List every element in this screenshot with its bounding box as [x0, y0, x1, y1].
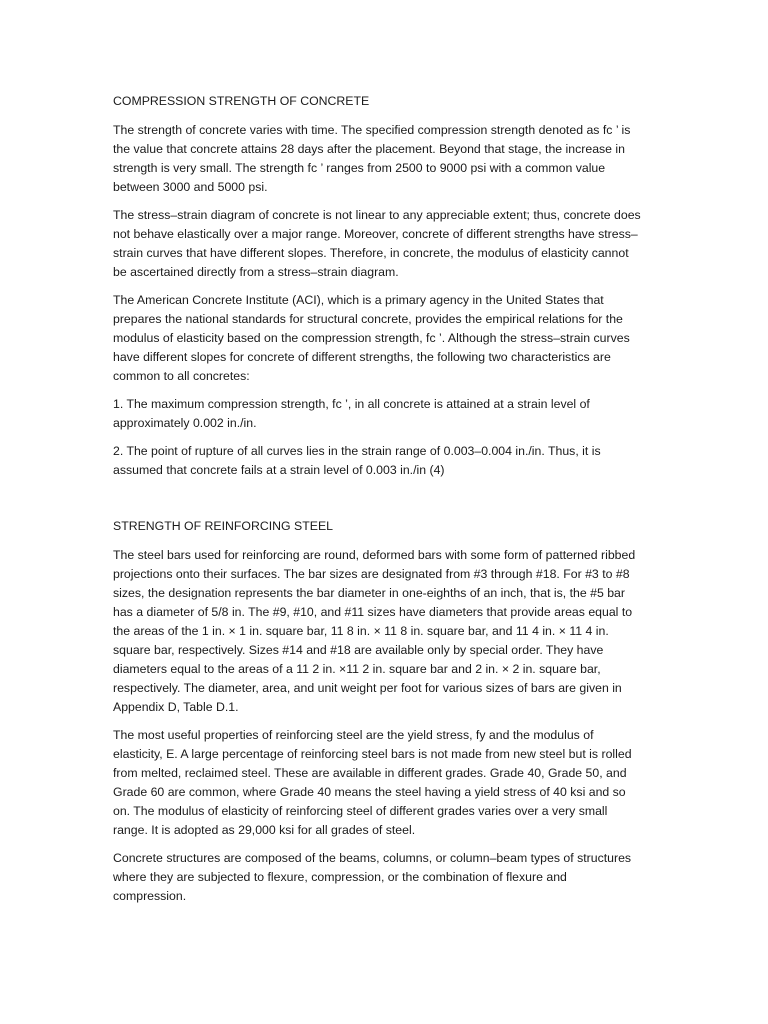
paragraph: Concrete structures are composed of the beams, columns, or column–beam types of structures where they are subjected to flexure, compression, or the combination of flexure and compression. — [113, 851, 632, 903]
paragraph: The stress–strain diagram of concrete is not linear to any appreciable extent; thus, concrete does not behave elastically over a major range. Moreover, concrete of different strengths have stress–strain curves that have different slopes. Therefore, in concrete, the modulus of elasticity cannot be ascertained directly from a stress–strain diagram. — [113, 208, 641, 279]
document-page — [113, 92, 643, 915]
paragraph: The strength of concrete varies with time. The specified compression strength denoted as fc ’ is the value that concrete attains 28 days after the placement. Beyond that stage, the increase in strength is very small. The strength fc ’ ranges from 2500 to 9000 psi with a common value between 3000 and 5000 psi. — [113, 123, 631, 194]
section-heading: STRENGTH OF REINFORCING STEEL — [113, 519, 333, 533]
section-heading: COMPRESSION STRENGTH OF CONCRETE — [113, 94, 370, 108]
paragraph: The steel bars used for reinforcing are round, deformed bars with some form of patterned ribbed projections onto their surfaces. The bar sizes are designated from #3 through #18. For #3 to #8 sizes, the designation represents the bar diameter in one-eighths of an inch, that is, the #5 bar has a diameter of 5/8 in. The #9, #10, and #11 sizes have diameters that provide areas equal to the areas of the 1 in. × 1 in. square bar, 11 8 in. × 11 8 in. square bar, and 11 4 in. × 11 4 in. square bar, respectively. Sizes #14 and #18 are available only by special order. They have diameters equal to the areas of a 11 2 in. ×11 2 in. square bar and 2 in. × 2 in. square bar, respectively. The diameter, area, and unit weight per foot for various sizes of bars are given in Appendix D, Table D.1. — [113, 548, 636, 714]
paragraph: The American Concrete Institute (ACI), which is a primary agency in the United States that prepares the national standards for structural concrete, provides the empirical relations for the modulus of elasticity based on the compression strength, fc ’. Although the stress–strain curves have different slopes for concrete of different strengths, the following two characteristics are common to all concretes: — [113, 293, 630, 383]
list-item: 2. The point of rupture of all curves lies in the strain range of 0.003–0.004 in./in. Thus, it is assumed that concrete fails at a strain level of 0.003 in./in (4) — [113, 444, 601, 477]
paragraph: The most useful properties of reinforcing steel are the yield stress, fy and the modulus of elasticity, E. A large percentage of reinforcing steel bars is not made from new steel but is rolled from melted, reclaimed steel. These are available in different grades. Grade 40, Grade 50, and Grade 60 are common, where Grade 40 means the steel having a yield stress of 40 ksi and so on. The modulus of elasticity of reinforcing steel of different grades varies over a very small range. It is adopted as 29,000 ksi for all grades of steel. — [113, 728, 632, 837]
section-reinforcing-steel — [113, 517, 643, 906]
section-spacer — [113, 489, 643, 517]
list-item: 1. The maximum compression strength, fc ’, in all concrete is attained at a strain level of approximately 0.002 in./in. — [113, 397, 590, 430]
section-compression-strength — [113, 92, 643, 480]
